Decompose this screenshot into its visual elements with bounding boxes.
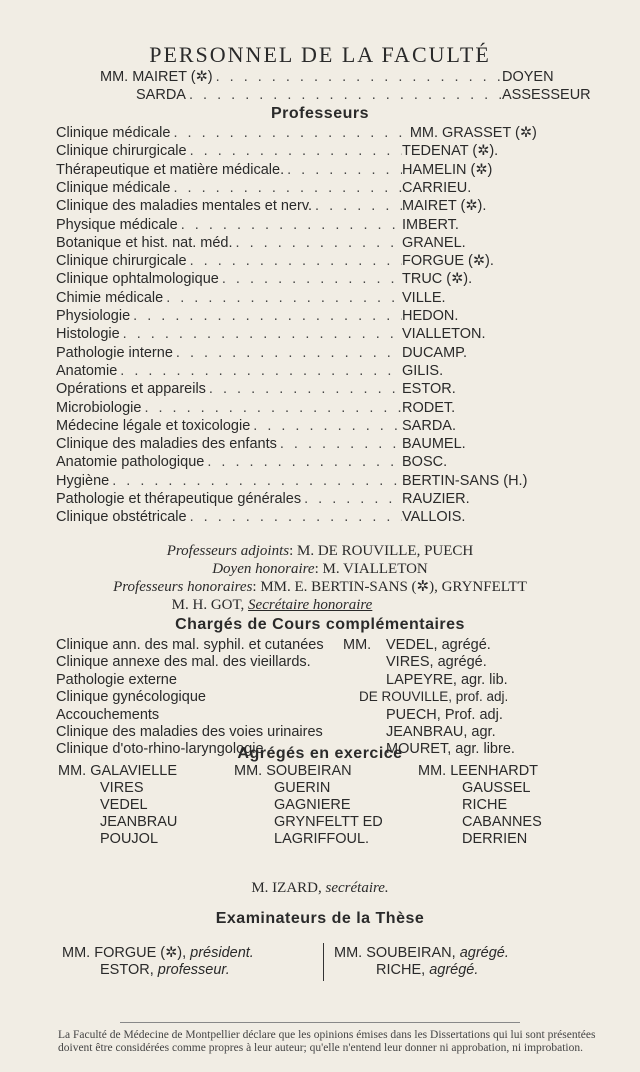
professeur-row bbox=[56, 307, 602, 325]
professeur-name: IMBERT. bbox=[402, 216, 459, 233]
professeur-row bbox=[56, 472, 602, 490]
leader-dots bbox=[120, 325, 402, 343]
professeur-subject: Hygiène bbox=[56, 472, 110, 489]
agrege-name: GUERIN bbox=[274, 780, 331, 796]
agrege-name: LAGRIFFOUL. bbox=[274, 831, 370, 847]
professeur-row bbox=[56, 142, 602, 160]
professeur-row bbox=[56, 216, 602, 234]
examinateur-role: agrégé. bbox=[459, 945, 509, 961]
professeur-name: TRUC (✲). bbox=[402, 271, 473, 288]
professeur-subject: Histologie bbox=[56, 326, 120, 343]
adjoints-names: : M. DE ROUVILLE, PUECH bbox=[289, 543, 474, 559]
charge-subject: Clinique d'oto-rhino-laryngologie bbox=[56, 741, 264, 758]
professeur-subject: Botanique et hist. nat. méd. bbox=[56, 234, 233, 251]
officer-role: DOYEN bbox=[502, 69, 554, 85]
professeur-row bbox=[56, 161, 602, 179]
professeur-name: DUCAMP. bbox=[402, 344, 467, 361]
honoraires-line bbox=[0, 578, 640, 596]
charge-name: LAPEYRE, agr. lib. bbox=[386, 671, 508, 688]
charge-row bbox=[56, 671, 616, 689]
professeur-name: CARRIEU. bbox=[402, 179, 472, 196]
professeur-subject: Anatomie pathologique bbox=[56, 454, 205, 471]
professeur-row bbox=[56, 197, 602, 215]
leader-dots bbox=[213, 68, 502, 86]
mm-label: MM. bbox=[409, 125, 438, 141]
examinateurs-heading: Examinateurs de la Thèse bbox=[215, 910, 425, 927]
professeur-subject: Clinique médicale bbox=[56, 125, 171, 141]
professeur-name: BERTIN-SANS (H.) bbox=[402, 472, 528, 489]
professeur-name: GRASSET (✲) bbox=[442, 125, 537, 141]
leader-dots bbox=[219, 270, 402, 288]
honoraires-label: Professeurs honoraires bbox=[113, 579, 253, 595]
leader-dots bbox=[170, 124, 409, 142]
leader-dots bbox=[204, 453, 402, 471]
professeur-row bbox=[56, 179, 602, 197]
professeur-row bbox=[56, 270, 602, 288]
adjoints-label: Professeurs adjoints bbox=[166, 543, 290, 559]
professeur-subject: Clinique médicale bbox=[56, 179, 171, 196]
agrege-name: CABANNES bbox=[462, 814, 542, 830]
professeur-name: GILIS. bbox=[402, 362, 444, 379]
professeur-row bbox=[56, 234, 602, 252]
professeur-name: FORGUE (✲). bbox=[402, 253, 494, 270]
leader-dots bbox=[301, 490, 402, 508]
charge-name: JEANBRAU, agr. bbox=[386, 724, 496, 740]
leader-dots bbox=[130, 307, 402, 325]
charge-row bbox=[56, 688, 616, 706]
charge-row bbox=[56, 706, 616, 724]
professeur-subject: Physique médicale bbox=[56, 216, 178, 233]
professeur-subject: Clinique des maladies mentales et nerv. bbox=[56, 198, 313, 215]
officer-role: ASSESSEUR bbox=[502, 87, 591, 103]
professeur-subject: Anatomie bbox=[56, 362, 118, 379]
agrege-name: MM. SOUBEIRAN bbox=[234, 763, 352, 779]
leader-dots bbox=[141, 399, 402, 417]
professeur-subject: Pathologie interne bbox=[56, 344, 173, 361]
faculty-notice: La Faculté de Médecine de Montpellier déclare que les opinions émises dans les Dissertations qui lui sont présentées doivent être considérées comme propres à leur auteur; qu'elle n'entend leur donner ni approbation, ni improbation. bbox=[58, 1029, 596, 1054]
charge-subject: Clinique gynécologique bbox=[56, 689, 206, 706]
examinateurs-right bbox=[334, 945, 509, 979]
professeur-row bbox=[56, 124, 602, 142]
professeur-row bbox=[56, 325, 602, 343]
examinateur-role: agrégé. bbox=[429, 962, 479, 978]
professeur-subject: Clinique chirurgicale bbox=[56, 143, 187, 160]
professeur-row bbox=[56, 344, 602, 362]
professeur-name: HEDON. bbox=[402, 308, 459, 324]
professeur-row bbox=[56, 490, 602, 508]
charge-subject: Clinique ann. des mal. syphil. et cutanées bbox=[56, 637, 324, 653]
agrege-name: GAGNIERE bbox=[274, 797, 351, 813]
secretaire-label: secrétaire. bbox=[325, 880, 389, 896]
agrege-name: RICHE bbox=[462, 797, 508, 813]
charge-name: PUECH, Prof. adj. bbox=[386, 706, 503, 723]
officer-row bbox=[136, 86, 600, 104]
professeur-row bbox=[56, 417, 602, 435]
professeur-row bbox=[56, 380, 602, 398]
professeur-name: BAUMEL. bbox=[402, 436, 466, 453]
secretaire-honoraire-line bbox=[0, 596, 592, 614]
leader-dots bbox=[109, 472, 402, 490]
examinateur-name: RICHE, bbox=[376, 962, 426, 978]
leader-dots bbox=[173, 344, 402, 362]
professeur-name: RAUZIER. bbox=[402, 491, 470, 507]
mm-label: MM. bbox=[343, 637, 372, 653]
charge-subject: Clinique des maladies des voies urinaires bbox=[56, 724, 323, 740]
professeur-subject: Chimie médicale bbox=[56, 289, 164, 306]
professeur-row bbox=[56, 289, 602, 307]
leader-dots bbox=[178, 216, 402, 234]
secretaire-honoraire-label: Secrétaire honoraire bbox=[248, 597, 373, 613]
agreges-heading: Agrégés en exercice bbox=[237, 745, 403, 762]
examinateur-role: professeur. bbox=[157, 962, 230, 978]
charge-row bbox=[56, 636, 616, 654]
leader-dots bbox=[163, 289, 402, 307]
leader-dots bbox=[277, 435, 402, 453]
leader-dots bbox=[284, 161, 402, 179]
leader-dots bbox=[187, 252, 402, 270]
secretaire-line bbox=[0, 879, 640, 897]
examinateur-name: MM. SOUBEIRAN, bbox=[334, 945, 456, 961]
charge-subject: Clinique annexe des mal. des vieillards. bbox=[56, 654, 311, 671]
professeur-name: BOSC. bbox=[402, 454, 448, 471]
professeur-row bbox=[56, 362, 602, 380]
charge-name: VIRES, agrégé. bbox=[386, 654, 487, 671]
professeur-row bbox=[56, 252, 602, 270]
professeur-name: RODET. bbox=[402, 399, 456, 416]
professeur-row bbox=[56, 508, 602, 526]
adjoints-line bbox=[0, 542, 640, 560]
professeur-subject: Médecine légale et toxicologie bbox=[56, 417, 251, 434]
professeur-name: ESTOR. bbox=[402, 381, 456, 398]
leader-dots bbox=[186, 86, 502, 104]
honoraires-names: : MM. E. BERTIN-SANS (✲), GRYNFELTT bbox=[252, 579, 527, 595]
professeur-subject: Physiologie bbox=[56, 308, 131, 324]
leader-dots bbox=[233, 234, 402, 252]
charge-name: VEDEL, agrégé. bbox=[386, 637, 491, 653]
professeur-name: MAIRET (✲). bbox=[402, 198, 487, 215]
professeur-subject: Clinique ophtalmologique bbox=[56, 271, 219, 288]
leader-dots bbox=[117, 362, 402, 380]
agrege-name: VEDEL bbox=[100, 797, 148, 813]
leader-dots bbox=[312, 197, 402, 215]
professeur-name: TEDENAT (✲). bbox=[402, 143, 499, 160]
professeur-name: VALLOIS. bbox=[402, 509, 466, 526]
agrege-name: GRYNFELTT ED bbox=[274, 814, 383, 830]
honoraire-dean-line bbox=[0, 560, 640, 578]
leader-dots bbox=[250, 417, 402, 435]
officer-name: MM. MAIRET (✲) bbox=[100, 69, 213, 85]
examinateur-name: MM. FORGUE (✲), bbox=[62, 945, 187, 961]
agrege-name: GAUSSEL bbox=[462, 780, 531, 796]
officer-name: SARDA bbox=[136, 87, 186, 103]
charge-row bbox=[56, 653, 616, 671]
leader-dots bbox=[170, 179, 402, 197]
agreges-column-1 bbox=[58, 763, 177, 848]
professeur-subject: Clinique obstétricale bbox=[56, 509, 187, 526]
examinateurs-left bbox=[62, 945, 254, 979]
examinateur-role: président. bbox=[190, 945, 254, 961]
page-title: PERSONNEL DE LA FACULTÉ bbox=[149, 42, 491, 67]
professeur-row bbox=[56, 435, 602, 453]
professeur-subject: Microbiologie bbox=[56, 399, 142, 416]
agrege-name: MM. GALAVIELLE bbox=[58, 763, 177, 779]
professeur-name: VIALLETON. bbox=[402, 326, 486, 343]
professeur-subject: Pathologie et thérapeutique générales bbox=[56, 491, 302, 507]
charge-name: DE ROUVILLE, prof. adj. bbox=[359, 689, 509, 705]
agrege-name: VIRES bbox=[100, 780, 144, 796]
agrege-name: DERRIEN bbox=[462, 831, 528, 847]
professeur-name: HAMELIN (✲) bbox=[402, 161, 493, 178]
professeur-name: SARDA. bbox=[402, 417, 456, 434]
charge-subject: Pathologie externe bbox=[56, 671, 177, 688]
honoraire-dean-label: Doyen honoraire bbox=[212, 561, 315, 577]
agreges-column-3 bbox=[418, 763, 542, 848]
leader-dots bbox=[206, 380, 402, 398]
examinateur-name: ESTOR, bbox=[100, 962, 154, 978]
charges-heading: Chargés de Cours complémentaires bbox=[175, 616, 465, 633]
professeur-subject: Clinique chirurgicale bbox=[56, 253, 187, 270]
professeur-subject: Thérapeutique et matière médicale. bbox=[56, 161, 285, 178]
professeur-subject: Clinique des maladies des enfants bbox=[56, 436, 277, 453]
notice-rule bbox=[120, 1022, 520, 1023]
leader-dots bbox=[187, 508, 402, 526]
professeur-row bbox=[56, 399, 602, 417]
professeurs-heading: Professeurs bbox=[271, 105, 369, 122]
professeur-row bbox=[56, 453, 602, 471]
leader-dots bbox=[187, 142, 402, 160]
agrege-name: POUJOL bbox=[100, 831, 159, 847]
secretaire-honoraire-names: M. H. GOT, bbox=[171, 597, 245, 613]
professeur-subject: Opérations et appareils bbox=[56, 381, 206, 398]
professeur-name: GRANEL. bbox=[402, 234, 466, 251]
agrege-name: MM. LEENHARDT bbox=[418, 763, 539, 779]
honoraire-dean-names: : M. VIALLETON bbox=[314, 561, 428, 577]
professeur-name: VILLE. bbox=[402, 289, 446, 306]
charge-subject: Accouchements bbox=[56, 706, 160, 723]
agreges-column-2 bbox=[234, 763, 383, 848]
charge-row bbox=[56, 723, 616, 741]
agrege-name: JEANBRAU bbox=[100, 814, 178, 830]
charge-name: MOURET, agr. libre. bbox=[386, 741, 515, 758]
examinateurs-divider bbox=[323, 943, 324, 981]
officer-row bbox=[100, 68, 600, 86]
secretaire-names: M. IZARD, bbox=[251, 880, 322, 896]
